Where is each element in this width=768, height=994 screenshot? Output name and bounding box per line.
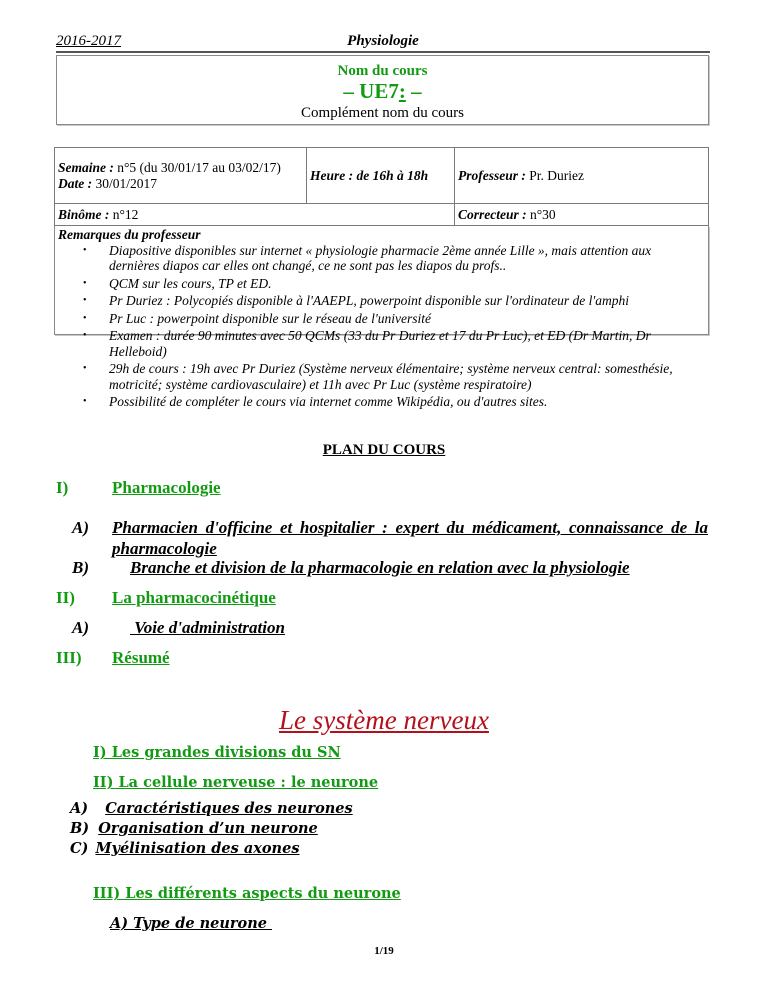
nervous-system-title: Le système nerveux — [279, 705, 489, 735]
ue-prefix: – UE7 — [343, 79, 399, 103]
remark-item: • Possibilité de compléter le cours via internet comme Wikipédia, ou d'autres sites. — [83, 394, 548, 409]
corrector-label: Correcteur : — [458, 206, 527, 222]
remark-item: • Pr Duriez : Polycopiés disponible à l'AAEPL, powerpoint disponible sur l'ordinateur de l'amphi — [83, 293, 630, 308]
course-info-table — [54, 147, 709, 226]
bullet-icon: • — [83, 396, 87, 407]
remark-item: • QCM sur les cours, TP et ED. — [83, 275, 272, 291]
corrector-value: n°30 — [526, 206, 556, 222]
remark-item: • Pr Luc : powerpoint disponible sur le réseau de l'université — [83, 310, 431, 326]
remark-item: • Examen : durée 90 minutes avec 50 QCMs (33 du Pr Duriez et 17 du Pr Luc), et ED (Dr Martin, Dr Helleboid) — [83, 328, 651, 359]
bullet-icon: • — [83, 312, 87, 324]
ue-suffix: – — [405, 79, 422, 103]
plan-section-1: I) Pharmacologie — [56, 478, 221, 497]
professor-cell — [455, 148, 709, 204]
binome-value: n°12 — [109, 206, 139, 222]
ns-section-3: III) Les différents aspects du neurone — [93, 885, 401, 902]
ns-subsection-b: B) Organisation d’un neurone — [70, 820, 318, 837]
remark-item: • 29h de cours : 19h avec Pr Duriez (Système nerveux élémentaire; système nerveux central: somesthésie, motricité; système cardiovasculaire) et 11h avec Pr Luc (système respiratoire) — [83, 361, 673, 392]
time-cell: Heure : de 16h à 18h — [307, 148, 455, 204]
plan-subsection-1a: A) Pharmacien d'officine et hospitalier : expert du médicament, connaissance de la pharmacologie — [72, 518, 708, 558]
page-number: 1/19 — [374, 945, 394, 957]
ue-colon: : — [398, 79, 406, 103]
ns-subsection-a: A) Caractéristiques des neurones — [70, 800, 353, 817]
binome-cell — [55, 204, 455, 226]
plan-subsection-2a: A) Voie d'administration — [72, 618, 285, 637]
remarks-title: Remarques du professeur — [58, 227, 201, 242]
week-date-cell — [55, 148, 307, 204]
plan-section-3: III) Résumé — [56, 648, 170, 667]
bullet-icon: • — [83, 363, 87, 374]
plan-subsection-1b: B) Branche et division de la pharmacologie en relation avec la physiologie — [72, 558, 630, 577]
ns-section-1: I) Les grandes divisions du SN — [93, 744, 341, 761]
week-value: n°5 (du 30/01/17 au 03/02/17) — [113, 159, 281, 175]
course-name: Nom du cours — [337, 63, 428, 79]
ue-code — [57, 80, 708, 103]
corrector-cell — [455, 204, 709, 226]
week-label: Semaine : — [58, 159, 114, 175]
professor-remarks — [54, 226, 709, 409]
ns-subsection-3a: A) Type de neurone — [110, 915, 273, 932]
bullet-icon: • — [83, 295, 87, 306]
ns-subsection-c: C) Myélinisation des axones — [70, 840, 300, 857]
remark-item: • Diapositive disponibles sur internet « physiologie pharmacie 2ème année Lille », mais attention aux dernières diapos car elles ont changé, ce ne sont pas les diapos du profs.. — [83, 242, 652, 273]
course-complement: Complément nom du cours — [301, 105, 464, 121]
date-label: Date : — [58, 175, 93, 191]
date-value: 30/01/2017 — [92, 175, 158, 191]
bullet-icon: • — [83, 277, 87, 289]
remarks-list — [55, 243, 708, 410]
bullet-icon: • — [83, 244, 87, 256]
professor-value: Pr. Duriez — [525, 167, 584, 183]
ns-section-2: II) La cellule nerveuse : le neurone — [93, 774, 379, 791]
academic-year: 2016-2017 — [56, 33, 121, 49]
bullet-icon: • — [83, 330, 87, 341]
professor-label: Professeur : — [458, 167, 526, 183]
subject-title: Physiologie — [347, 33, 419, 49]
binome-label: Binôme : — [58, 206, 110, 222]
plan-title: PLAN DU COURS — [322, 442, 446, 458]
course-title-box — [56, 55, 709, 125]
plan-section-2: II) La pharmacocinétique — [56, 588, 276, 607]
running-header — [56, 33, 710, 53]
